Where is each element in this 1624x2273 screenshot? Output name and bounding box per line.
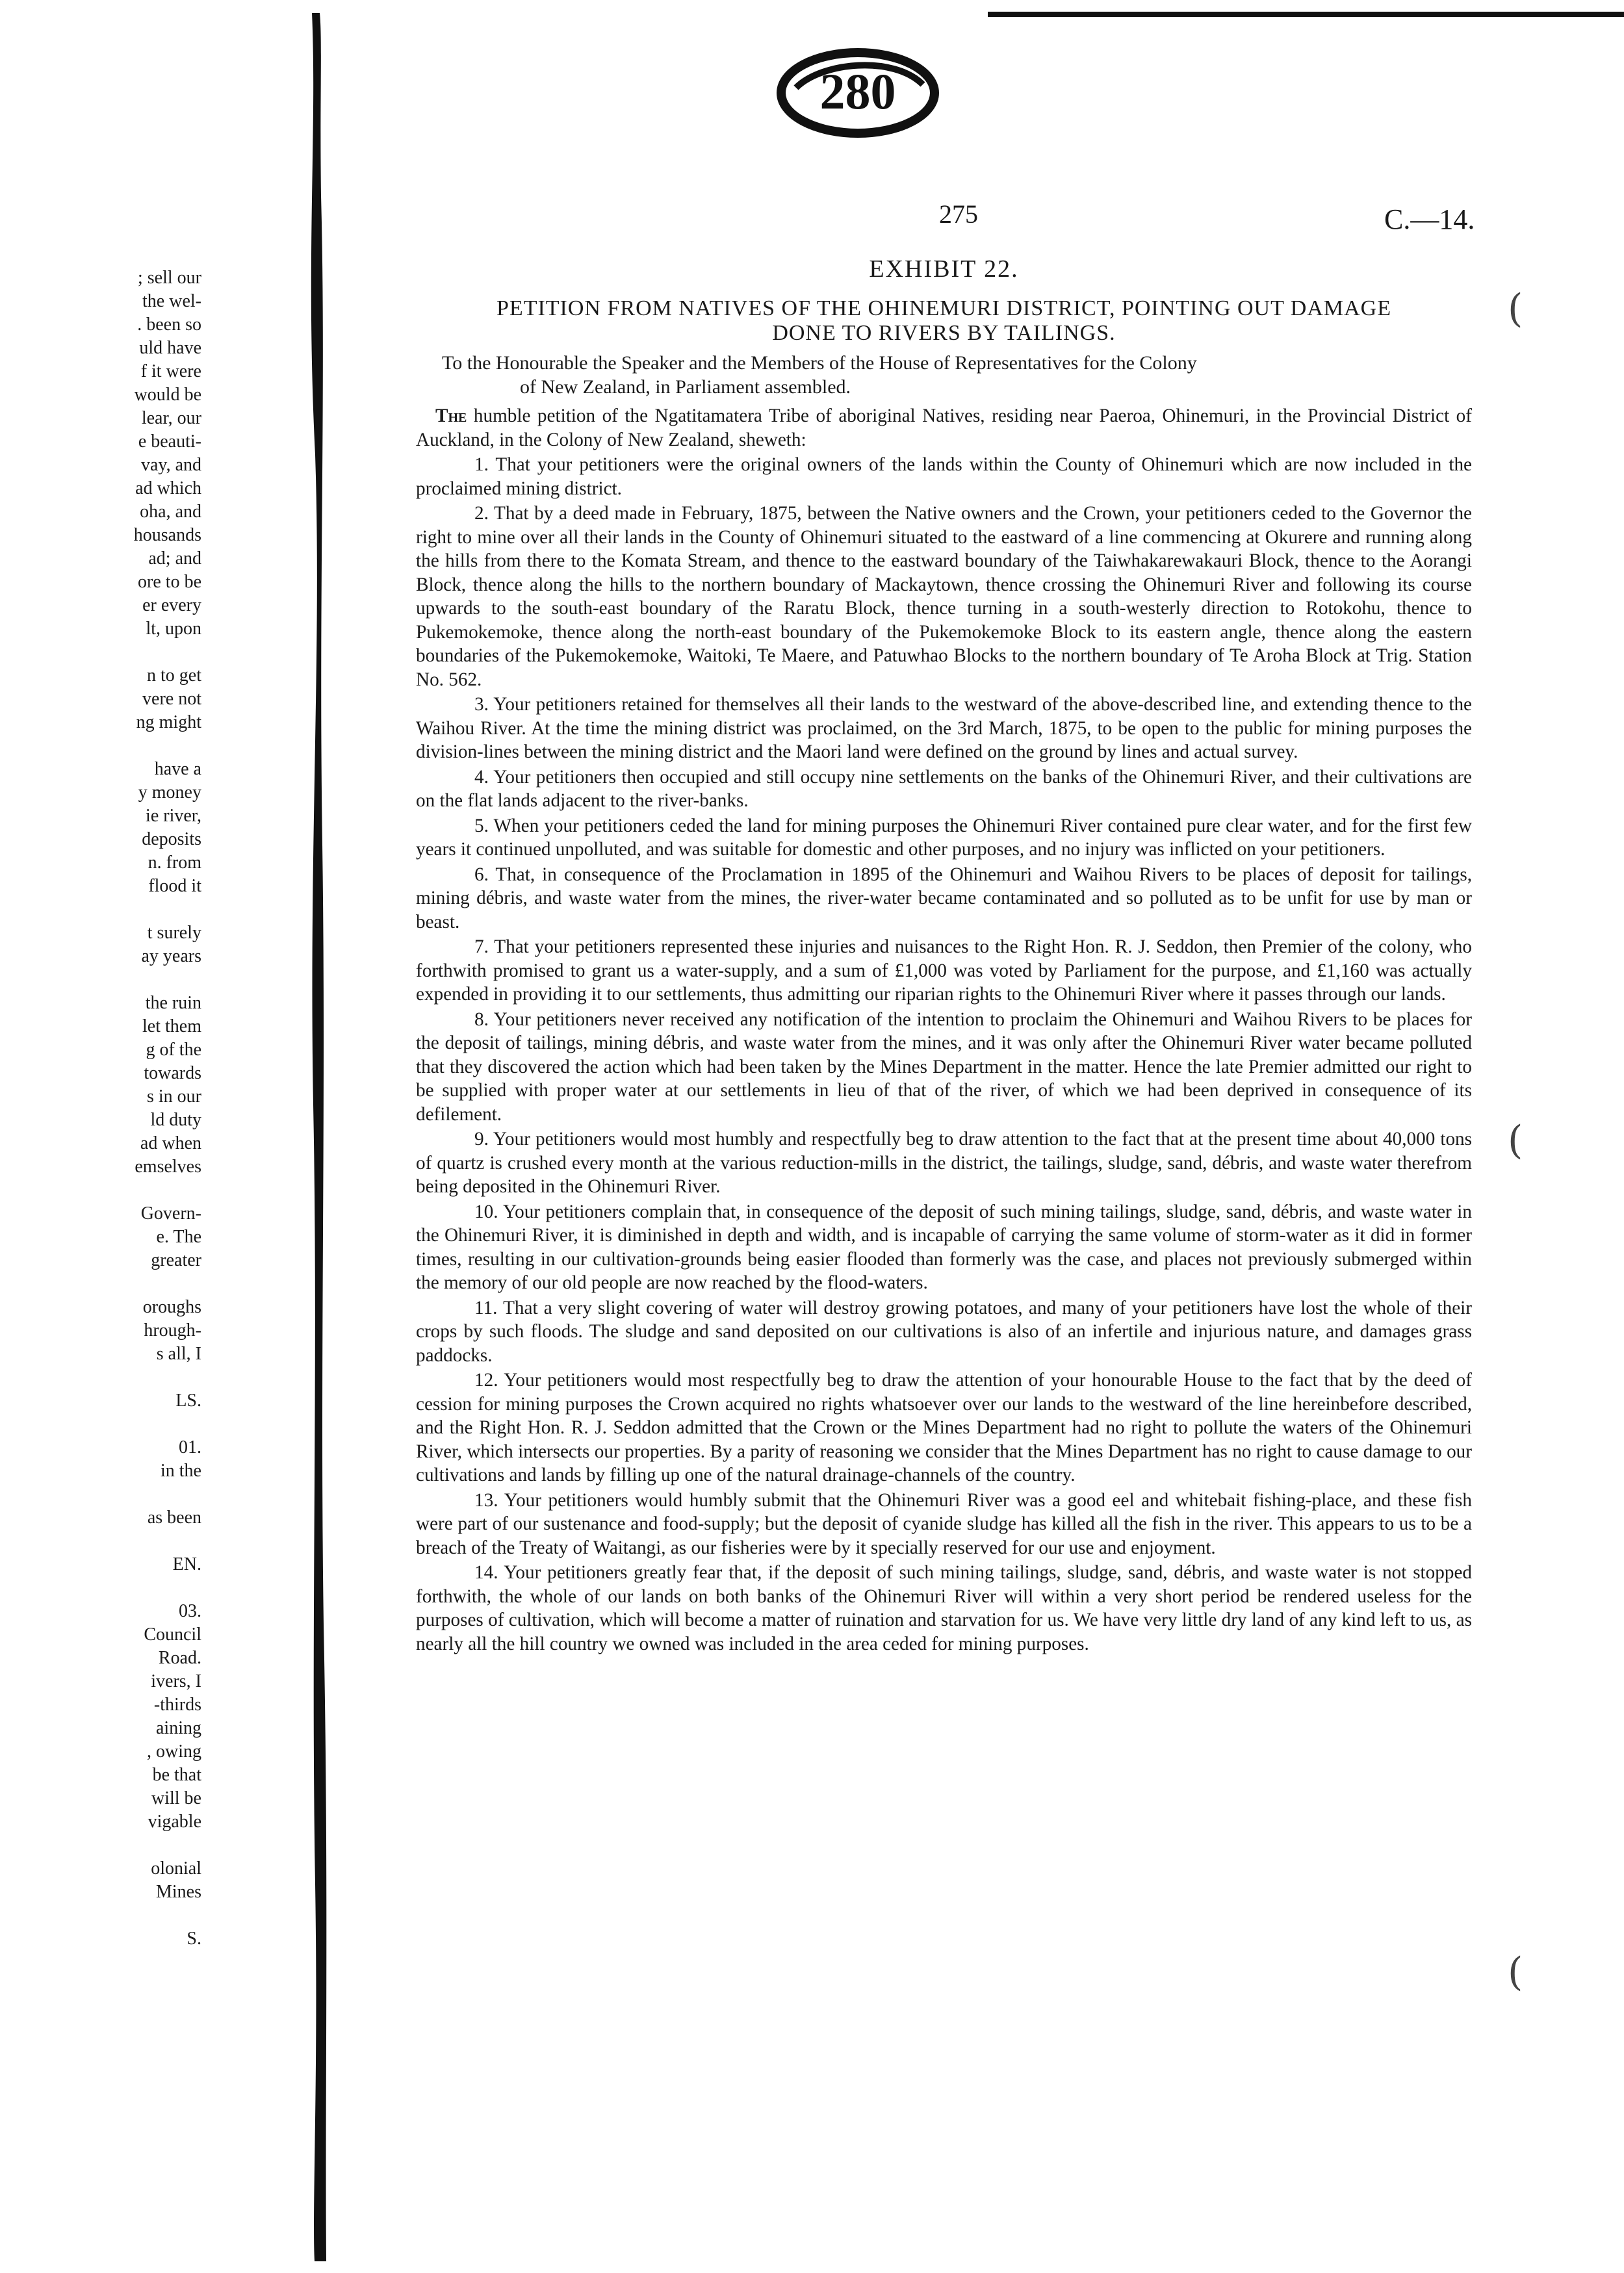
fragment-line: olonial [151,1858,201,1879]
fragment-line: would be [134,385,201,405]
fragment-line [0,968,201,992]
intro-text: humble petition of the Ngatitamatera Tribe of aboriginal Natives, residing near Paeroa, Ohinemuri, in the Provincial District of Auckland, in the Colony of New Zealand, sheweth: [416,405,1472,450]
binding-shadow [286,0,331,2273]
address [442,351,1472,399]
fragment-line: will be [151,1788,201,1808]
fragment-line: ; sell our [138,268,201,288]
fragment-line: -thirds [153,1695,201,1715]
fragment-line: f it were [140,361,201,381]
punch-mark: ( [1508,286,1523,331]
paragraph-4: 4. Your petitioners then occupied and still occupy nine settlements on the banks of the Ohinemuri River, and their cultivations are on the flat lands adjacent to the river-banks. [416,766,1472,811]
paragraph-3: 3. Your petitioners retained for themselves all their lands to the westward of the above-described line, and extending thence to the Waihou River. At the time the mining district was proclaimed, on the 3rd March, 1875, to be open to the public for mining purposes the division-lines between the mining district and the Maori land were defined on the ground by lines and actual survey. [416,694,1472,762]
fragment-line [0,898,201,921]
stamp-seal [770,36,946,146]
fragment-line: Road. [158,1648,201,1668]
fragment-line: y money [138,782,201,803]
paragraph-6: 6. That, in consequence of the Proclamation in 1895 of the Ohinemuri and Waihou Rivers to be places of deposit for tailings, mining débris, and waste water from the mines, the river-water became contaminated and so polluted as to be unfit for use by man or beast. [416,864,1472,932]
paragraph-5: 5. When your petitioners ceded the land for mining purposes the Ohinemuri River contained pure clear water, and for the first few years it continued unpolluted, and was suitable for domestic and other purposes, and no injury was inflicted on your petitioners. [416,815,1472,860]
address-line-1: To the Honourable the Speaker and the Members of the House of Representatives for the Colony [442,352,1197,374]
fragment-line: deposits [142,829,201,849]
fragment-line: e beauti- [138,431,201,452]
fragment-line: vigable [148,1812,201,1832]
fragment-line: lt, upon [146,619,201,639]
fragment-line: 03. [179,1601,201,1621]
fragment-line [0,1179,201,1202]
fragment-line [0,1413,201,1436]
fragment-line: LS. [175,1391,201,1411]
fragment-line: flood it [148,876,201,896]
paragraph-2: 2. That by a deed made in February, 1875, between the Native owners and the Crown, your petitioners ceded to the Governor the right to mine over all their lands in the County of Ohinemuri situated to the eastward of a line commencing at Okurere and running along the hills from there to the Komata Stream, and thence to the eastward boundary of the Taiwhakarewakauri Block, thence to the Aorangi Block, thence along the hills to the northern boundary of Mackaytown, thence crossing the Ohinemuri River and following its course upwards to the south-east boundary of the Raratu Block, thence turning in a south-westerly direction to Rotokohu, thence to Pukemokemoke, thence along the north-east boundary of the Pukemokemoke Block to its eastern angle, thence along the eastern boundaries of the Pukemokemoke, Waitoki, Te Maere, and Patuwhao Blocks to the northern boundary of Te Aroha Block at Trig. Station No. 562. [416,503,1472,690]
fragment-line [0,734,201,758]
fragment-line: hrough- [144,1320,201,1341]
document-reference: C.—14. [1384,203,1475,235]
fragment-line: Council [144,1624,201,1645]
fragment-line [0,1904,201,1927]
fragment-line: e. The [156,1227,201,1247]
fragment-line: 01. [179,1437,201,1458]
petition-heading [416,296,1472,346]
heading-line-2: DONE TO RIVERS BY TAILINGS. [772,321,1116,345]
intro-lead: The [435,405,467,426]
punch-mark: ( [1508,1118,1523,1163]
fragment-line: oroughs [142,1297,201,1317]
fragment-line: let them [142,1016,201,1036]
paragraph-10: 10. Your petitioners complain that, in consequence of the deposit of such mining tailings, sludge, sand, débris, and waste water in the Ohinemuri River, it is diminished in depth and width, and is incapable of carrying the same volume of storm-water as it did in former times, resulting in our cultivation-grounds being easier flooded than formerly was the case, and places not previously submerged within the memory of our old people are now reached by the flood-waters. [416,1201,1472,1293]
address-line-2: of New Zealand, in Parliament assembled. [520,376,851,398]
fragment-line [0,1834,201,1857]
fragment-line: the ruin [145,993,201,1013]
fragment-line: the wel- [142,291,201,311]
fragment-line: ie river, [146,806,201,826]
fragment-line: t surely [147,923,201,943]
fragment-line: greater [151,1250,201,1270]
fragment-line: uld have [139,338,201,358]
paragraph-1: 1. That your petitioners were the original owners of the lands within the County of Ohinemuri which are now included in the proclaimed mining district. [416,454,1472,499]
fragment-line: as been [147,1508,201,1528]
fragment-line [0,1530,201,1553]
fragment-line: ng might [136,712,201,732]
fragment-line: s all, I [156,1344,201,1364]
fragment-line [0,1483,201,1506]
fragment-line: s in our [147,1086,201,1107]
fragment-line: . been so [137,315,201,335]
fragment-line: ivers, I [151,1671,201,1691]
fragment-line: vay, and [140,455,201,475]
paragraph-7: 7. That your petitioners represented these injuries and nuisances to the Right Hon. R. J. Seddon, then Premier of the colony, who forthwith promised to grant us a water-supply, and a sum of £1,000 was voted by Parliament for the purpose, and £1,160 was actually expended in providing it to our settlements, thus admitting our riparian rights to the Ohinemuri River where it passes through our lands. [416,936,1472,1005]
fragment-line: er every [142,595,201,615]
fragment-line: ld duty [150,1110,201,1130]
fragment-line: ay years [141,946,201,966]
fragment-line: ad; and [148,548,201,569]
fragment-line: Mines [156,1882,201,1902]
fragment-line: S. [187,1929,201,1949]
fragment-line: have a [154,759,201,779]
top-rule [988,12,1624,17]
paragraph-11: 11. That a very slight covering of water will destroy growing potatoes, and many of your petitioners have lost the whole of their crops by such floods. The sludge and sand deposited on our cultivations is also of an infertile and injurious nature, and damages grass paddocks. [416,1297,1472,1366]
paragraph-14: 14. Your petitioners greatly fear that, if the deposit of such mining tailings, sludge, sand, débris, and waste water is not stopped forthwith, the whole of our lands on both banks of the Ohinemuri River will within a very short period be rendered useless for the purposes of cultivation, which will become a matter of ruination and starvation for us. We have very little dry land of any kind left to us, as nearly all the hill country we owned was included in the area ceded for mining purposes. [416,1562,1472,1654]
fragment-line [0,641,201,664]
page-number: 275 [939,199,978,229]
fragment-line: g of the [146,1040,201,1060]
previous-page-fragments [0,266,201,1951]
fragment-line: housands [133,525,201,545]
exhibit-title: EXHIBIT 22. [869,255,1019,283]
petition-body [416,404,1472,1657]
fragment-line: in the [161,1461,201,1481]
fragment-line [0,1366,201,1389]
fragment-line: , owing [147,1741,201,1762]
fragment-line: Govern- [140,1203,201,1224]
stamp-number: 280 [819,63,896,120]
fragment-line: emselves [135,1157,201,1177]
fragment-line: oha, and [140,502,201,522]
fragment-line: lear, our [141,408,201,428]
heading-line-1: PETITION FROM NATIVES OF THE OHINEMURI DISTRICT, POINTING OUT DAMAGE [496,296,1391,320]
paragraph-12: 12. Your petitioners would most respectfully beg to draw the attention of your honourable House to the fact that by the deed of cession for mining purposes the Crown acquired no rights whatsoever over our lands to the westward of the line hereinbefore described, and the Right Hon. R. J. Seddon admitted that the Crown or the Mines Department had no right to pollute the waters of the Ohinemuri River, which intersects our properties. By a parity of reasoning we consider that the Mines Department has no right to cause damage to our cultivations and lands by filling up one of the natural drainage-channels of the country. [416,1370,1472,1485]
paragraph-13: 13. Your petitioners would humbly submit that the Ohinemuri River was a good eel and whitebait fishing-place, and these fish were part of our sustenance and food-supply; but the deposit of cyanide sludge has killed all the fish in the river. This appears to us to be a breach of the Treaty of Waitangi, as our fisheries were by it specially reserved for our use and enjoyment. [416,1489,1472,1558]
fragment-line: aining [156,1718,201,1738]
fragment-line [0,1576,201,1600]
fragment-line: vere not [142,689,201,709]
fragment-line: ore to be [138,572,201,592]
fragment-line: ad which [135,478,201,498]
intro-paragraph [416,404,1472,452]
fragment-line: n to get [147,665,201,686]
punch-mark: ( [1508,1949,1523,1995]
fragment-line: n. from [148,853,201,873]
paragraph-8: 8. Your petitioners never received any notification of the intention to proclaim the Ohinemuri and Waihou Rivers to be places for the deposit of tailings, mining débris, and waste water from the mines, and it was only after the Ohinemuri River water became polluted that they discovered the action which had been taken by the Mines Department in the matter. Hence the late Premier admitted our right to be supplied with proper water at our settlements in lieu of that of the river, of which we had been deprived in consequence of its defilement. [416,1008,1472,1125]
paragraph-9: 9. Your petitioners would most humbly and respectfully beg to draw attention to the fact that at the present time about 40,000 tons of quartz is crushed every month at the various reduction-mills in the district, the tailings, sludge, sand, débris, and waste water therefrom being deposited in the Ohinemuri River. [416,1129,1472,1197]
fragment-line: EN. [172,1554,201,1574]
fragment-line: ad when [140,1133,201,1153]
fragment-line: be that [152,1765,201,1785]
fragment-line [0,1272,201,1296]
fragment-line: towards [144,1063,201,1083]
